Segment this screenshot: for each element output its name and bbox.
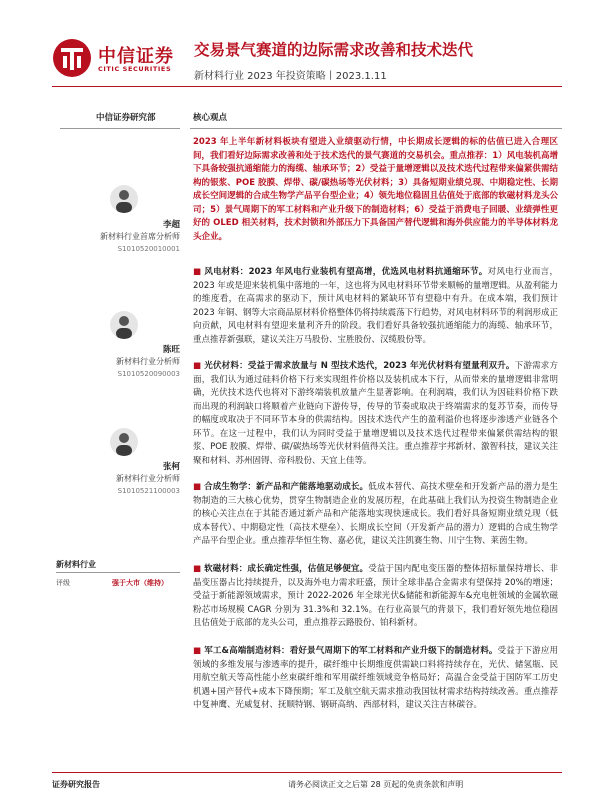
paragraph-lead: 软磁材料：成长确定性强，估值足够便宜。 xyxy=(204,564,369,574)
footer-disclaimer: 请务必阅读正文之后第 28 页起的免责条款和声明 xyxy=(288,780,464,789)
analyst-avatar xyxy=(110,311,138,339)
paragraph-wind xyxy=(193,266,558,347)
rating-label: 评级 xyxy=(56,579,70,587)
paragraph-solar xyxy=(193,360,558,468)
bullet-icon: ■ xyxy=(193,267,202,277)
report-subtitle: 新材料行业 2023 年投资策略丨2023.1.11 xyxy=(194,71,387,82)
research-department: 中信证券研究部 xyxy=(96,113,156,123)
paragraph-soft-magnetic xyxy=(193,563,558,631)
paragraph-military xyxy=(193,645,558,713)
bullet-icon: ■ xyxy=(193,646,202,656)
footer-label: 证券研究报告 xyxy=(52,780,100,789)
analyst-name: 陈旺 xyxy=(162,345,180,355)
summary-text: 2023 年上半年新材料板块有望进入业绩驱动行情，中长期成长逻辑的标的估值已进入合理区间，我们看好边际需求改善和处于技术迭代的景气赛道的交易机会。重点推荐：1）风电装机高增下具备较强抗通缩能力的海缆、轴承环节；2）受益于量增逻辑以及技术迭代过程带来偏紧供需结构的银浆、POE 胶膜、焊带、碳/碳热场等光伏材料；3）具备短期业绩兑现、中期稳定性、长期成长空间逻辑的合成生物学产品平台型企业；4）领先地位稳固且估值处于底部的软磁材料龙头公司；5）景气周期下的军工材料和产业升级下的制造材料；6）受益于消费电子回暖、业绩弹性更好的 OLED 相关材料，技术封锁和外部压力下具备国产替代逻辑和海外供应能力的半导体材料龙头企业。 xyxy=(193,137,558,242)
analyst-card xyxy=(88,343,180,380)
analyst-role: 新材料行业分析师 xyxy=(116,357,180,366)
paragraph-body: 受益于国内配电变压器的整体招标量保持增长、非晶变压器占比持续提升，以及海外电力需求旺盛，预计全球非晶合金需求有望保持 20%的增速；受益于新能源领域需求，预计 2022-2026 年全球光伏&储能和新能源车&充电桩领域的金属软磁粉芯市场规模 CAGR 分别为 31.3%和 32.1%。在行业高景气的背景下，我们看好领先地位稳固且估值处于底部的龙头公司，重点推荐云路股份、铂科新材。 xyxy=(193,564,558,628)
analyst-card xyxy=(88,460,180,497)
paragraph-lead: 风电材料：2023 年风电行业装机有望高增，优选风电材料抗通缩环节。 xyxy=(204,267,488,277)
brand-logo xyxy=(52,38,202,86)
rating-divider xyxy=(56,572,180,573)
footer-divider xyxy=(52,772,562,773)
paragraph-body: 低成本替代、高技术壁垒和开发新产品的潜力是生物制造的三大核心优势，贯穿生物制造企业的发展历程，在此基础上我们认为投资生物制造企业的核心关注点在于其能否通过新产品和产能落地实现快速成长。我们看好具备短期业绩兑现（低成本替代）、中期稳定性（高技术壁垒）、长期成长空间（开发新产品的潜力）逻辑的合成生物学产品平台型企业。重点推荐华恒生物、嘉必优，建议关注凯赛生物、川宁生物、莱茵生物。 xyxy=(193,482,558,546)
person-icon xyxy=(110,428,138,456)
citic-logo-icon xyxy=(52,38,92,78)
paragraph-synbio xyxy=(193,481,558,549)
analyst-role: 新材料行业分析师 xyxy=(116,474,180,483)
paragraph-lead: 合成生物学：新产品和产能落地驱动成长。 xyxy=(204,482,369,492)
core-view-title: 核心观点 xyxy=(193,113,228,123)
bullet-icon: ■ xyxy=(193,361,202,371)
analyst-id: S1010520010001 xyxy=(117,245,180,253)
analyst-id: S1010520090003 xyxy=(117,370,180,378)
rating-section-title: 新材料行业 xyxy=(56,560,96,569)
bullet-icon: ■ xyxy=(193,564,202,574)
paragraph-body: 对风电行业而言，2023 年或是迎来装机集中落地的一年，这也将为风电材料环节带来顺畅的量增逻辑。从盈利能力的维度看，在高需求的驱动下，预计风电材料的紧缺环节有望稳中有升。在成本端，我们预计 2023 年铜、钢等大宗商品原材料价格整体仍将持续震荡下行趋势，对风电材料环节的利润形成正向贡献，风电材料有望迎来量利齐升的阶段。我们看好具备较强抗通缩能力的海缆、轴承环节，重点推荐新强联，建议关注万马股份、宝胜股份、汉缆股份等。 xyxy=(193,267,558,345)
header-divider xyxy=(52,86,562,87)
brand-name-cn: 中信证券 xyxy=(98,46,174,67)
analyst-id: S1010521100003 xyxy=(117,487,180,495)
analyst-avatar xyxy=(110,428,138,456)
person-icon xyxy=(110,185,138,213)
core-view-divider xyxy=(190,128,562,129)
analyst-card xyxy=(88,218,180,255)
paragraph-body: 受益于下游应用领域的多维发展与渗透率的提升，碳纤维中长期维度供需缺口料将持续存在，光伏、储氢瓶、民用航空航天等高性能小丝束碳纤维和军用碳纤维领域竞争格局好；高温合金受益于国防军工历史机遇+国产替代+成本下降预期；军工及航空航天需求推动我国钛材需求结构持续改善。重点推荐中复神鹰、光威复材、抚顺特钢、钢研高纳、西部材料，建议关注吉林碳谷。 xyxy=(193,646,559,710)
bullet-icon: ■ xyxy=(193,482,202,492)
analyst-avatar xyxy=(110,185,138,213)
brand-name-en: CITIC SECURITIES xyxy=(98,65,172,73)
rating-value: 强于大市（维持） xyxy=(112,579,168,587)
paragraph-body: 下游需求方面，我们认为通过硅料价格下行来实现组件价格以及装机成本下行，从而带来的量增逻辑非常明确，光伏技术迭代也将对下游终端装机放量产生显著影响。在利润端，我们认为因硅料价格下跌而出现的利润缺口将顺着产业链向下游传导，传导的节奏或取决于终端需求的复苏节奏，而传导的幅度或取决于不同环节本身的供需结构。因技术迭代产生的盈利溢价也将逐步渗透产业链各个环节。在这一过程中，我们认为同时受益于量增逻辑以及技术迭代过程带来偏紧供需结构的银浆、POE 胶膜、焊带、碳/碳热场等光伏材料值得关注。重点推荐宇邦新材、激智科技，建议关注聚和材料、苏州固锝、帝科股份、天宜上佳等。 xyxy=(193,361,558,466)
analyst-role: 新材料行业首席分析师 xyxy=(100,232,180,241)
analyst-name: 李超 xyxy=(162,220,180,230)
analyst-name: 张柯 xyxy=(162,462,180,472)
department-divider xyxy=(60,128,180,129)
paragraph-lead: 军工&高端制造材料：看好景气周期下的军工材料和产业升级下的制造材料。 xyxy=(204,646,498,656)
report-title: 交易景气赛道的边际需求改善和技术迭代 xyxy=(194,41,474,59)
paragraph-lead: 光伏材料：受益于需求放量与 N 型技术迭代，2023 年光伏材料有望量利双升。 xyxy=(204,361,515,371)
person-icon xyxy=(110,311,138,339)
